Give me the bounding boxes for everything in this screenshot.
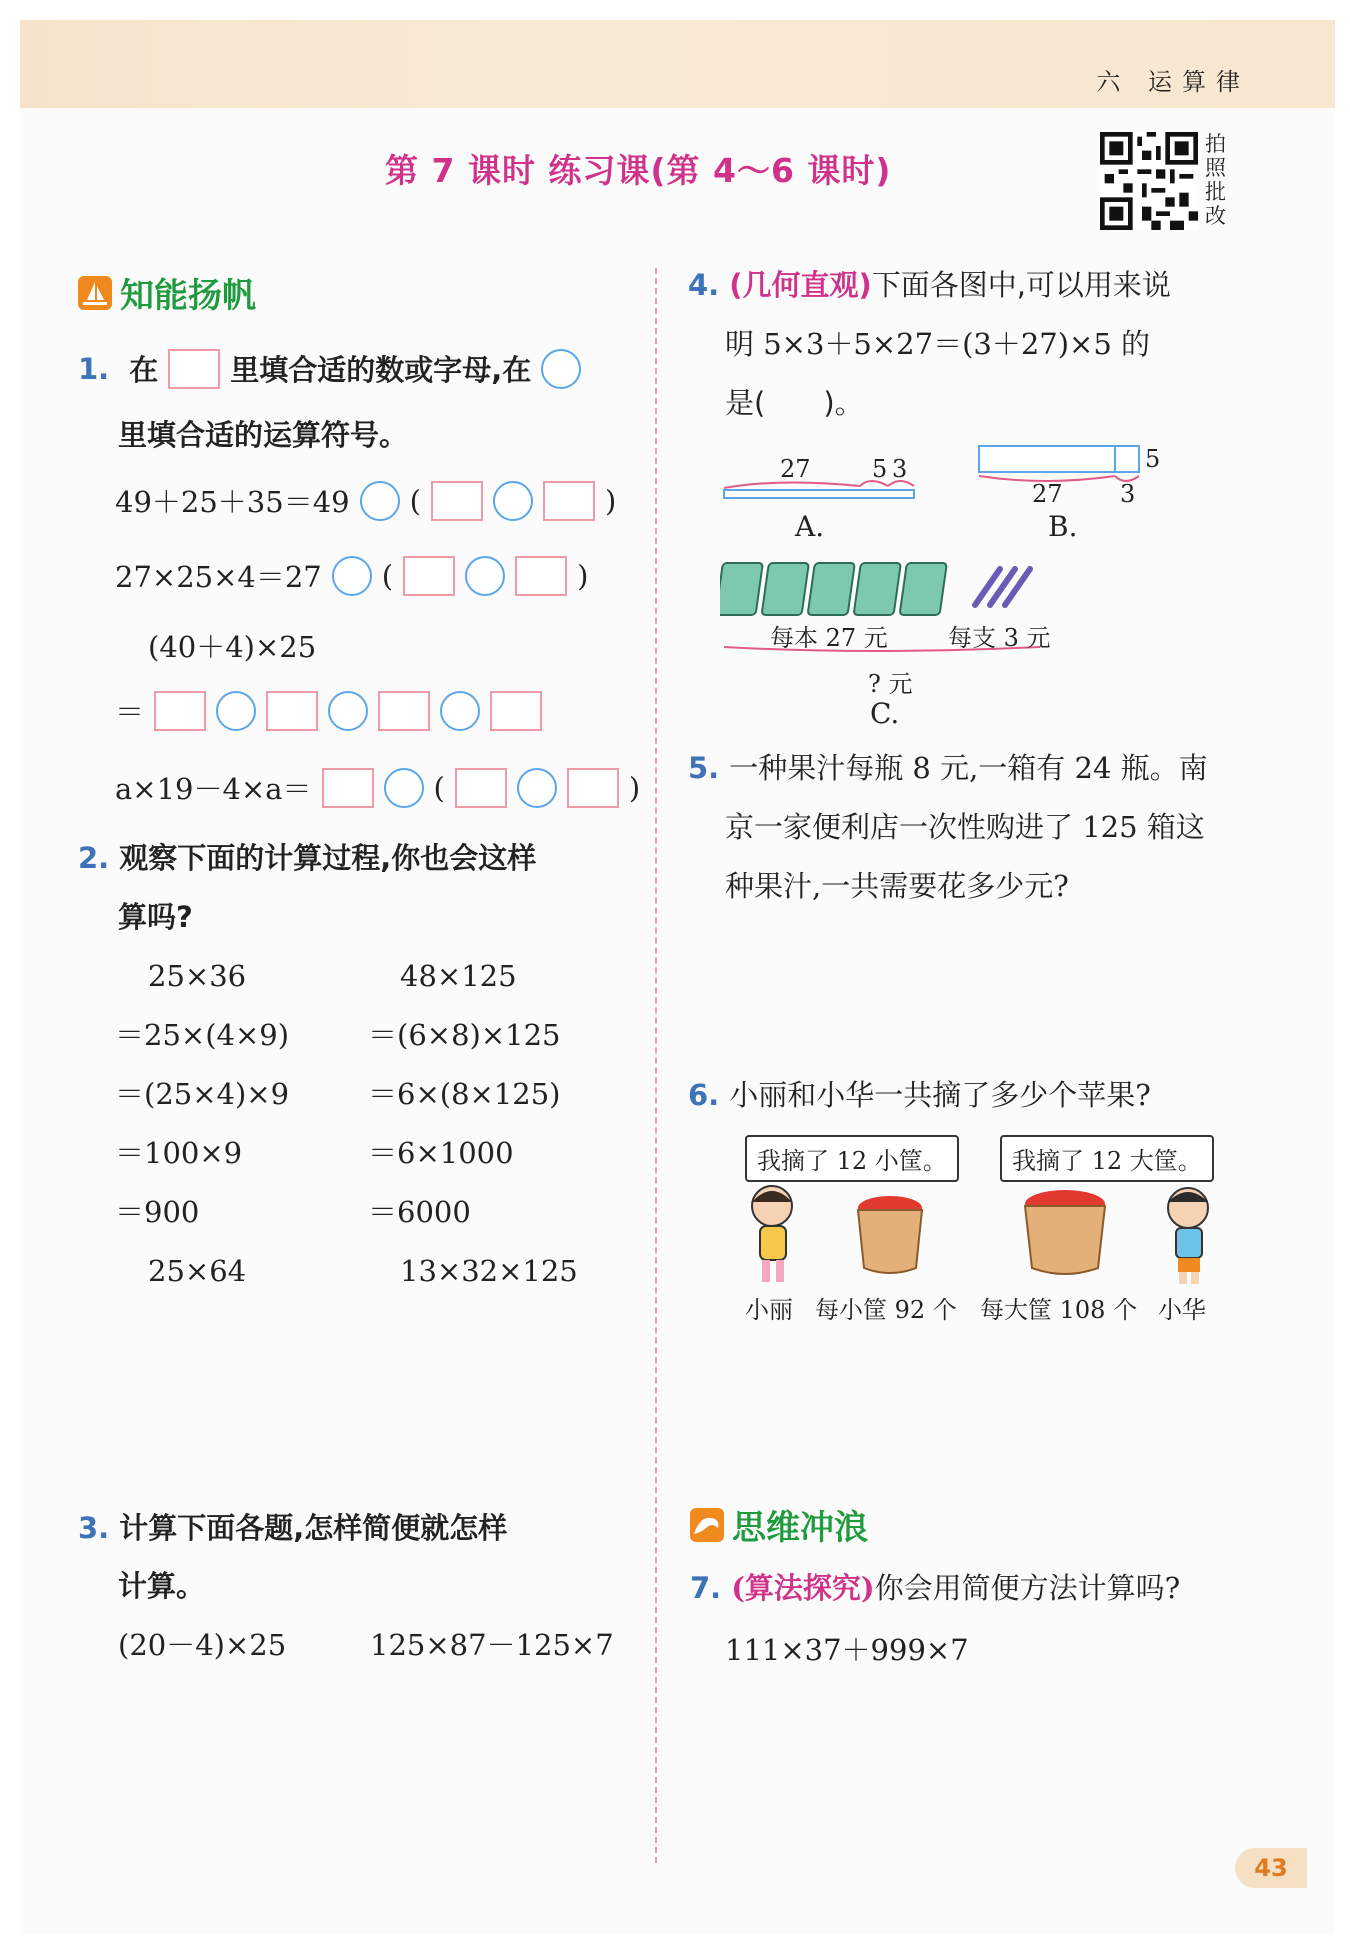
section-title: 思维冲浪 [732,1508,868,1548]
column-divider [655,268,657,1863]
q1-equation-1 [115,480,616,521]
answer-box[interactable] [431,481,483,521]
answer-circle[interactable] [517,768,557,808]
q2-line2: 算吗? [118,900,193,934]
q2-b-step: ＝6×(8×125) [368,1077,561,1111]
paren: ( [433,770,445,805]
q7-expr: 111×37＋999×7 [725,1633,969,1667]
paren: ) [577,558,589,593]
question-number: 2. [78,841,110,875]
paren: ) [604,483,617,518]
question-number: 5. [688,751,720,785]
q1-text: 里填合适的数或字母,在 [230,353,532,387]
answer-circle[interactable] [384,768,424,808]
q3-expr-1: (20－4)×25 [118,1628,287,1662]
answer-box[interactable] [266,691,318,731]
answer-circle-sample [541,349,581,389]
paren: ( [381,558,394,593]
small-basket-label: 每小筐 92 个 [815,1296,957,1324]
q3-expr-2: 125×87－125×7 [370,1628,614,1662]
q4-line1 [688,265,1171,305]
question-number: 4. [688,268,720,302]
q1-line1 [78,348,581,389]
q3-text: 计算下面各题,怎样简便就怎样 [119,1511,508,1545]
pen-price-label: 每支 3 元 [948,624,1051,652]
small-basket-icon [858,1196,922,1273]
answer-box[interactable] [154,691,206,731]
answer-box[interactable] [567,768,619,808]
paren: ( [409,483,421,518]
q6-illustration [740,1180,1220,1290]
equation-text: 49＋25＋35＝49 [115,485,350,519]
answer-circle[interactable] [216,691,256,731]
option-a-segment-diagram [720,470,920,510]
q1-text: 在 [129,353,159,387]
section-heading [690,1500,868,1549]
answer-box[interactable] [322,768,374,808]
q2-a-step: ＝(25×4)×9 [115,1077,290,1111]
book-price-label: 每本 27 元 [770,624,888,652]
name-xiaohua: 小华 [1158,1296,1206,1324]
pen-icons [975,569,1030,605]
question-number: 7. [690,1571,722,1605]
q1-equation-2 [115,555,588,596]
q5-line3: 种果汁,一共需要花多少元? [725,869,1069,903]
paren: ) [628,770,641,805]
section-heading [78,268,256,317]
q2-a-step: ＝900 [115,1195,200,1229]
answer-circle[interactable] [360,481,400,521]
q2-line1 [78,838,536,878]
q2-a-exercise: 25×64 [148,1254,247,1288]
q2-a-step: ＝25×(4×9) [115,1018,290,1052]
q4-line3: 是( )。 [725,386,864,420]
section-title: 知能扬帆 [120,276,256,316]
answer-box-sample [168,349,220,389]
q7-text: 你会用简便方法计算吗? [874,1571,1181,1605]
answer-circle[interactable] [493,481,533,521]
answer-circle[interactable] [328,691,368,731]
q2-text: 观察下面的计算过程,你也会这样 [119,841,537,875]
option-a-label-27: 27 [780,455,811,483]
option-a-label-3: 3 [892,455,908,483]
qr-code-icon[interactable] [1100,132,1198,230]
girl-icon [752,1186,792,1282]
wave-icon [690,1508,724,1542]
q2-b-step: 48×125 [400,959,517,993]
speech-bubble-xiaoli: 我摘了 12 小筐。 [745,1135,959,1182]
option-a-label-5: 5 [872,455,888,483]
q3-line2: 计算。 [118,1569,206,1603]
large-basket-icon [1025,1190,1105,1274]
lesson-title: 第 7 课时 练习课(第 4～6 课时) [385,151,892,190]
equation-text: 27×25×4＝27 [115,560,322,594]
q6-text: 小丽和小华一共摘了多少个苹果? [729,1078,1151,1112]
q2-b-step: ＝6000 [368,1195,471,1229]
answer-circle[interactable] [332,556,372,596]
q1-line2: 里填合适的运算符号。 [118,418,409,452]
answer-circle[interactable] [440,691,480,731]
q4-line2: 明 5×3＋5×27＝(3＋27)×5 的 [725,327,1151,361]
option-c[interactable]: C. [870,697,900,730]
qr-label: 拍照批改 [1205,132,1226,228]
name-xiaoli: 小丽 [745,1296,793,1324]
q2-a-step: ＝100×9 [115,1136,243,1170]
question-number: 1. [78,351,110,386]
answer-box[interactable] [455,768,507,808]
chapter-title: 六 运算律 [1096,68,1250,96]
answer-box[interactable] [378,691,430,731]
q1-equation-4 [115,767,640,808]
q5-line2: 京一家便利店一次性购进了 125 箱这 [725,810,1205,844]
large-basket-label: 每大筐 108 个 [980,1296,1138,1324]
total-price-label: ? 元 [868,670,913,698]
option-b[interactable]: B. [1048,510,1078,543]
answer-box[interactable] [490,691,542,731]
answer-box[interactable] [403,556,455,596]
page-number: 43 [1235,1848,1307,1888]
option-a[interactable]: A. [795,510,825,543]
speech-bubble-xiaohua: 我摘了 12 大筐。 [1000,1135,1214,1182]
book-icons [720,563,947,615]
option-b-label-3: 3 [1120,480,1136,508]
q2-b-step: ＝(6×8)×125 [368,1018,561,1052]
q7-line1 [690,1568,1180,1608]
q2-a-step: 25×36 [148,959,247,993]
sailboat-icon [78,276,112,310]
answer-box[interactable] [543,481,595,521]
q5-text: 一种果汁每瓶 8 元,一箱有 24 瓶。南 [729,751,1208,785]
question-number: 3. [78,1511,110,1545]
equals-sign: ＝ [115,695,145,729]
q6-line1 [688,1075,1151,1115]
q3-line1 [78,1508,507,1548]
q4-text: 下面各图中,可以用来说 [871,268,1171,302]
equation-text: a×19－4×a＝ [115,772,312,806]
answer-box[interactable] [515,556,567,596]
q7-tag: (算法探究) [731,1571,875,1605]
q2-b-exercise: 13×32×125 [400,1254,578,1288]
q1-equation-3-steps [115,690,542,731]
option-b-label-5: 5 [1145,445,1161,473]
q5-line1 [688,748,1208,788]
q4-tag: (几何直观) [729,268,872,302]
question-number: 6. [688,1078,720,1112]
q1-equation-3: (40＋4)×25 [148,630,317,664]
answer-circle[interactable] [465,556,505,596]
q2-b-step: ＝6×1000 [368,1136,514,1170]
option-b-label-27: 27 [1032,480,1063,508]
boy-icon [1168,1188,1208,1284]
